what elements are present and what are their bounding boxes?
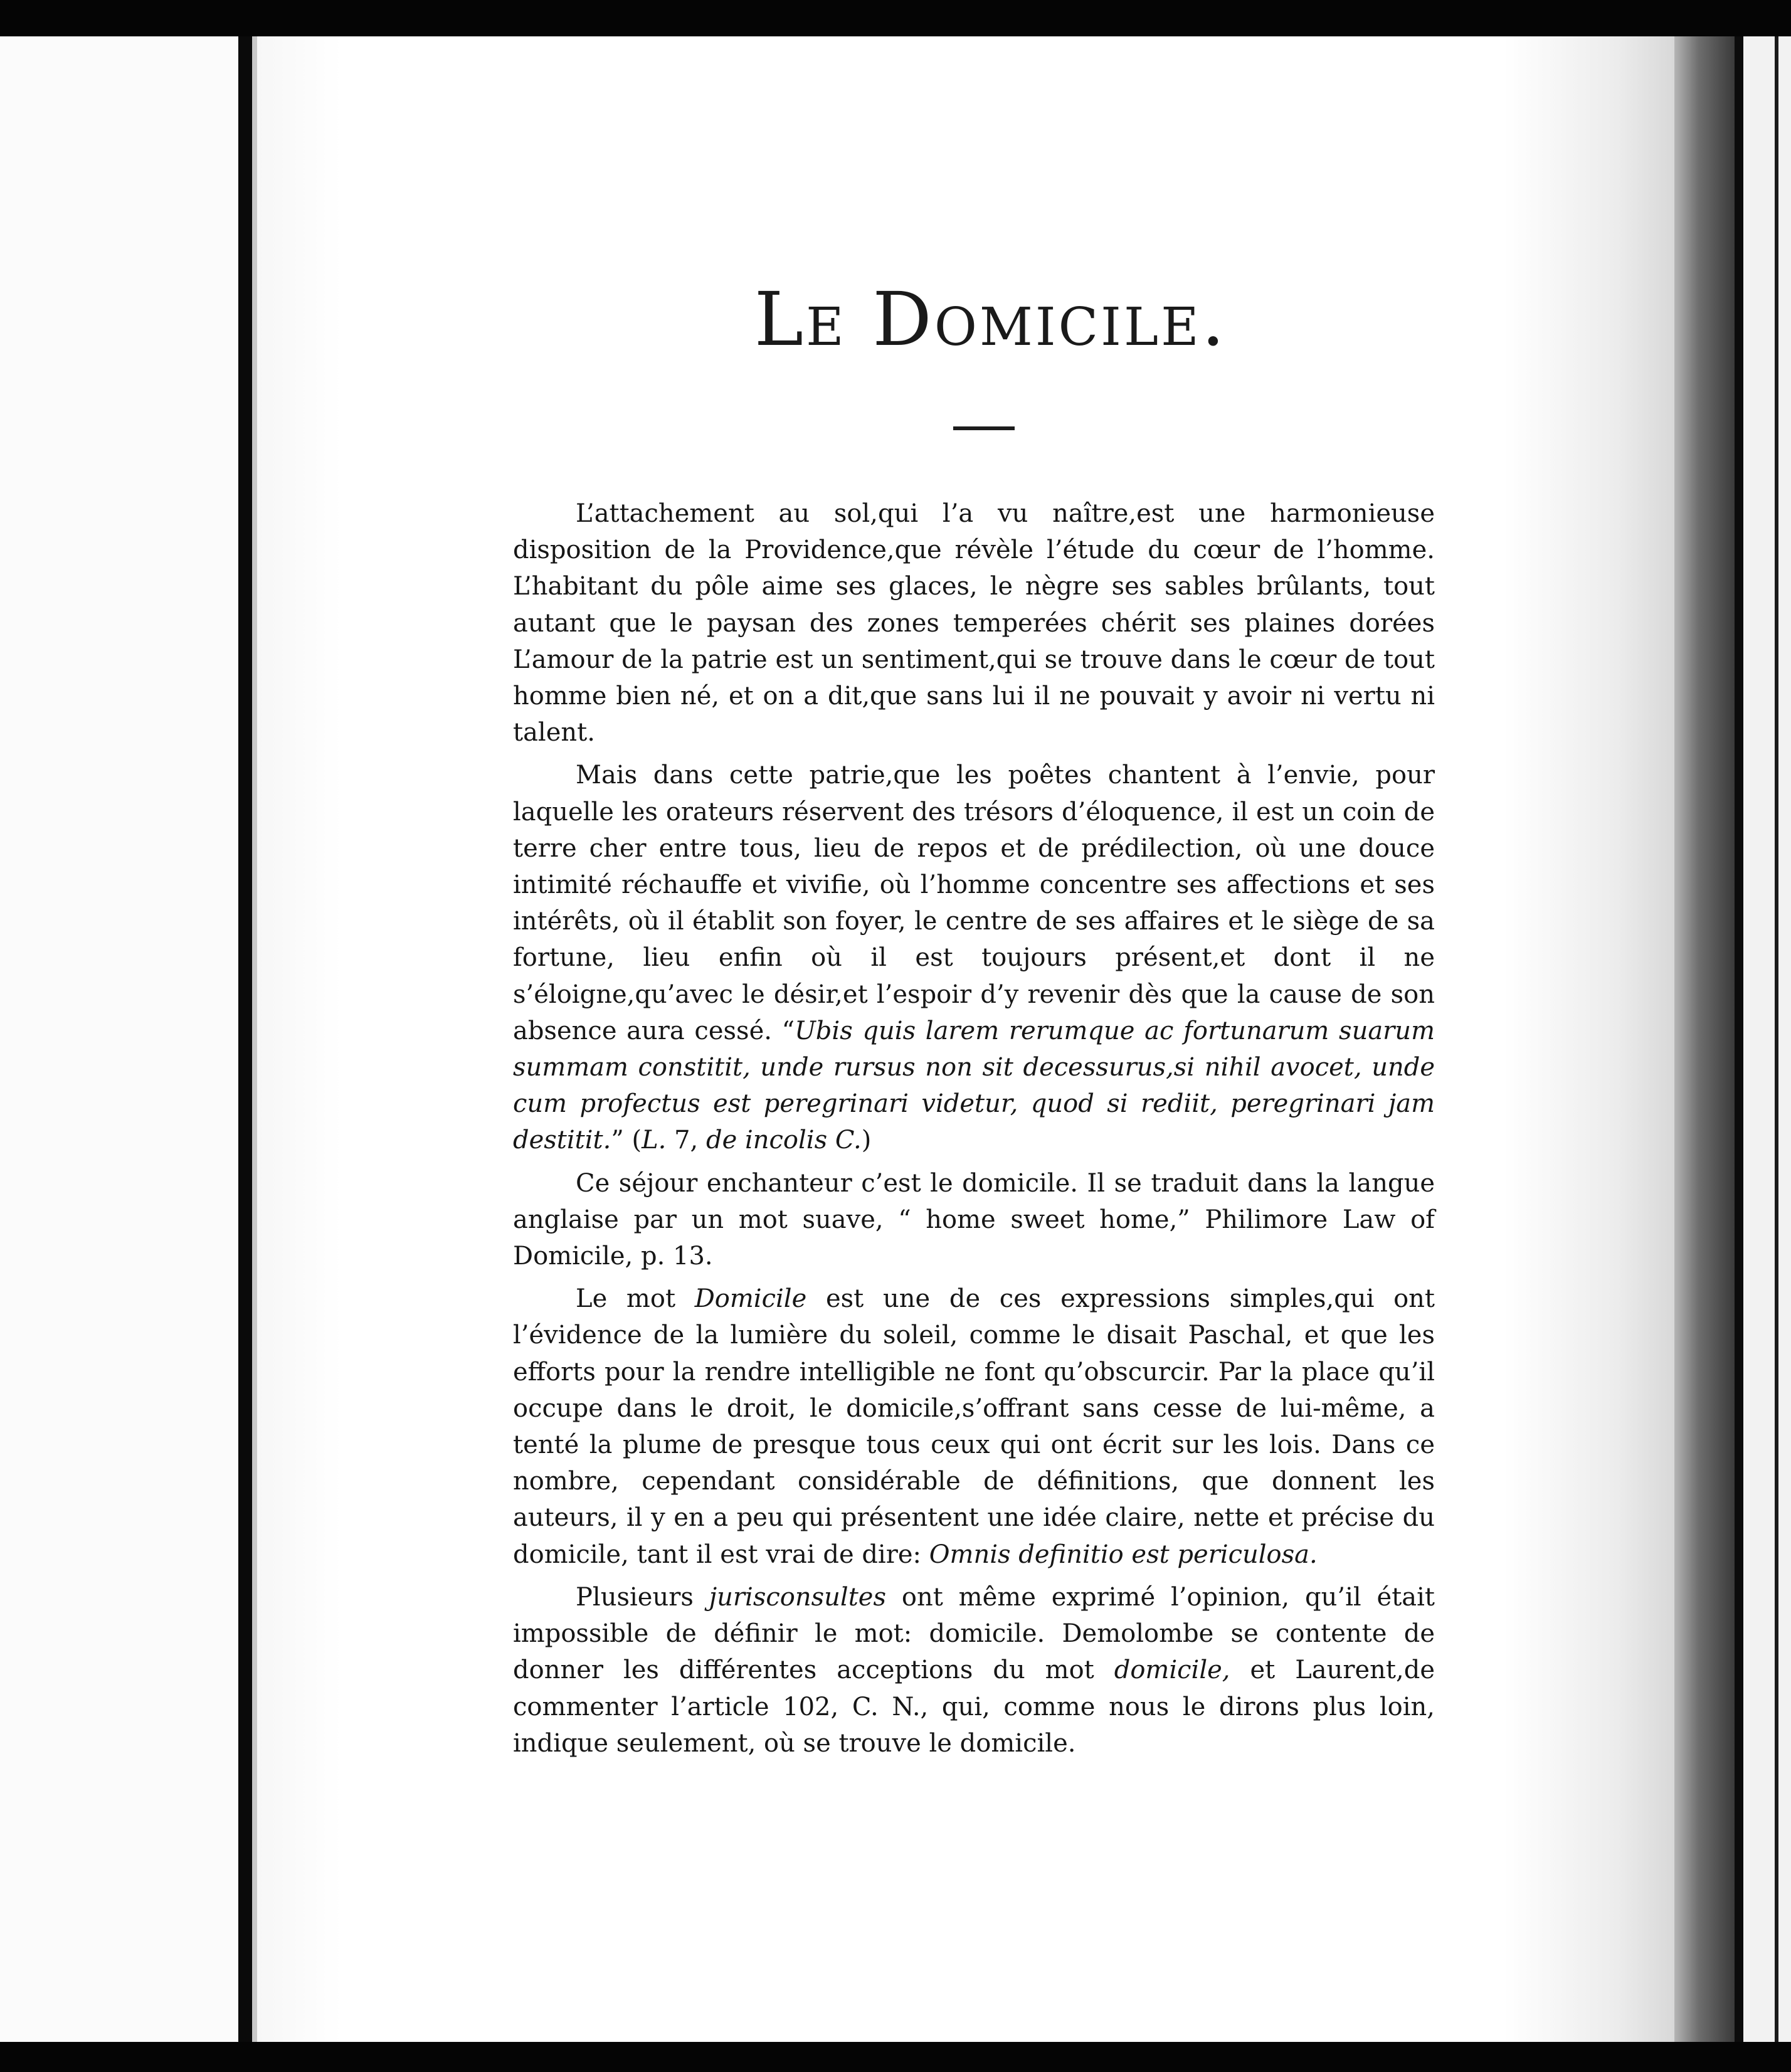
page-title: Le Domicile. [754, 276, 1228, 362]
film-bottom-border [0, 2042, 1791, 2072]
film-top-border [0, 0, 1791, 36]
paragraph [513, 1281, 1435, 1573]
paragraph-text: est une de ces expressions simples,qui ont l’évidence de la lumière du soleil, comme le disait Paschal, et que les efforts pour la rendre intelligible ne font qu’obscurcir. Par la place qu’il occupe dans le droit, le domicile,s’offrant sans cesse de lui-même, a tenté la plume de presque tous ceux qui ont écrit sur les lois. Dans ce nombre, cependant considérable de définitions, que donnent les auteurs, il y en a peu qui présentent une idée claire, nette et précise du domicile, tant il est vrai de dire: [513, 1284, 1435, 1569]
paragraph [513, 757, 1435, 1158]
gutter-edge [252, 36, 257, 2042]
page-stack-edge [1674, 36, 1735, 2042]
italic-text: Omnis definitio est periculosa. [929, 1540, 1318, 1569]
paragraph-text: Plusieurs [576, 1582, 709, 1612]
paragraph-text: et Laurent,de commenter l’article 102, C. N., qui, comme nous le dirons plus loin, indique seulement, où se trouve le domicile. [513, 1656, 1435, 1758]
paragraph-text: Le mot [576, 1284, 695, 1314]
title-rule [953, 426, 1015, 430]
paragraph-text: ” ( [611, 1126, 642, 1155]
italic-text: jurisconsultes [709, 1582, 886, 1612]
italic-text: L. [642, 1126, 667, 1155]
paragraph [513, 1165, 1435, 1275]
body-text [513, 495, 1435, 1762]
italic-text: de incolis C. [705, 1126, 862, 1155]
paragraph-text: Ce séjour enchanteur c’est le domicile. Il se traduit dans la langue anglaise par un mot suave, “ home sweet home,” Philimore Law of Domicile, p. 13. [513, 1168, 1435, 1271]
paragraph [513, 1579, 1435, 1762]
paragraph-text: ) [861, 1126, 872, 1155]
paragraph [513, 495, 1435, 751]
paragraph-text: 7, [666, 1126, 706, 1155]
paragraph-text: ont même exprimé l’opinion, qu’il était impossible de définir le mot: domicile. Demolombe se contente de donner les différentes acceptions du mot [513, 1582, 1435, 1685]
right-margin-line [1775, 36, 1778, 2042]
italic-text: Ubis quis larem rerumque ac fortunarum suarum summam constitit, unde rursus non sit decessurus,si nihil avocet, unde cum profectus est peregrinari videtur, quod si rediit, peregrinari jam destitit. [513, 1016, 1435, 1155]
paragraph-text: L’attachement au sol,qui l’a vu naître,est une harmonieuse disposition de la Providence,que révèle l’étude du cœur de l’homme. L’habitant du pôle aime ses glaces, le nègre ses sables brûlants, tout autant que le paysan des zones temperées chérit ses plaines dorées L’amour de la patrie est un sentiment,qui se trouve dans le cœur de tout homme bien né, et on a dit,que sans lui il ne pouvait y avoir ni vertu ni talent. [513, 499, 1435, 748]
gutter-shadow [238, 36, 252, 2042]
italic-text: domicile, [1114, 1656, 1230, 1685]
page-edge-line [1735, 36, 1743, 2042]
paragraph-text: Mais dans cette patrie,que les poêtes chantent à l’envie, pour laquelle les orateurs réservent des trésors d’éloquence, il est un coin de terre cher entre tous, lieu de repos et de prédilection, où une douce intimité réchauffe et vivifie, où l’homme concentre ses affections et ses intérêts, où il établit son foyer, le centre de ses affaires et le siège de sa fortune, lieu enfin où il est toujours présent,et dont il ne s’éloigne,qu’avec le désir,et l’espoir d’y revenir dès que la cause de son absence aura cessé. “ [513, 761, 1435, 1045]
italic-text: Domicile [694, 1284, 807, 1314]
facing-page-blank [0, 36, 238, 2042]
right-margin-strip [1743, 36, 1791, 2042]
